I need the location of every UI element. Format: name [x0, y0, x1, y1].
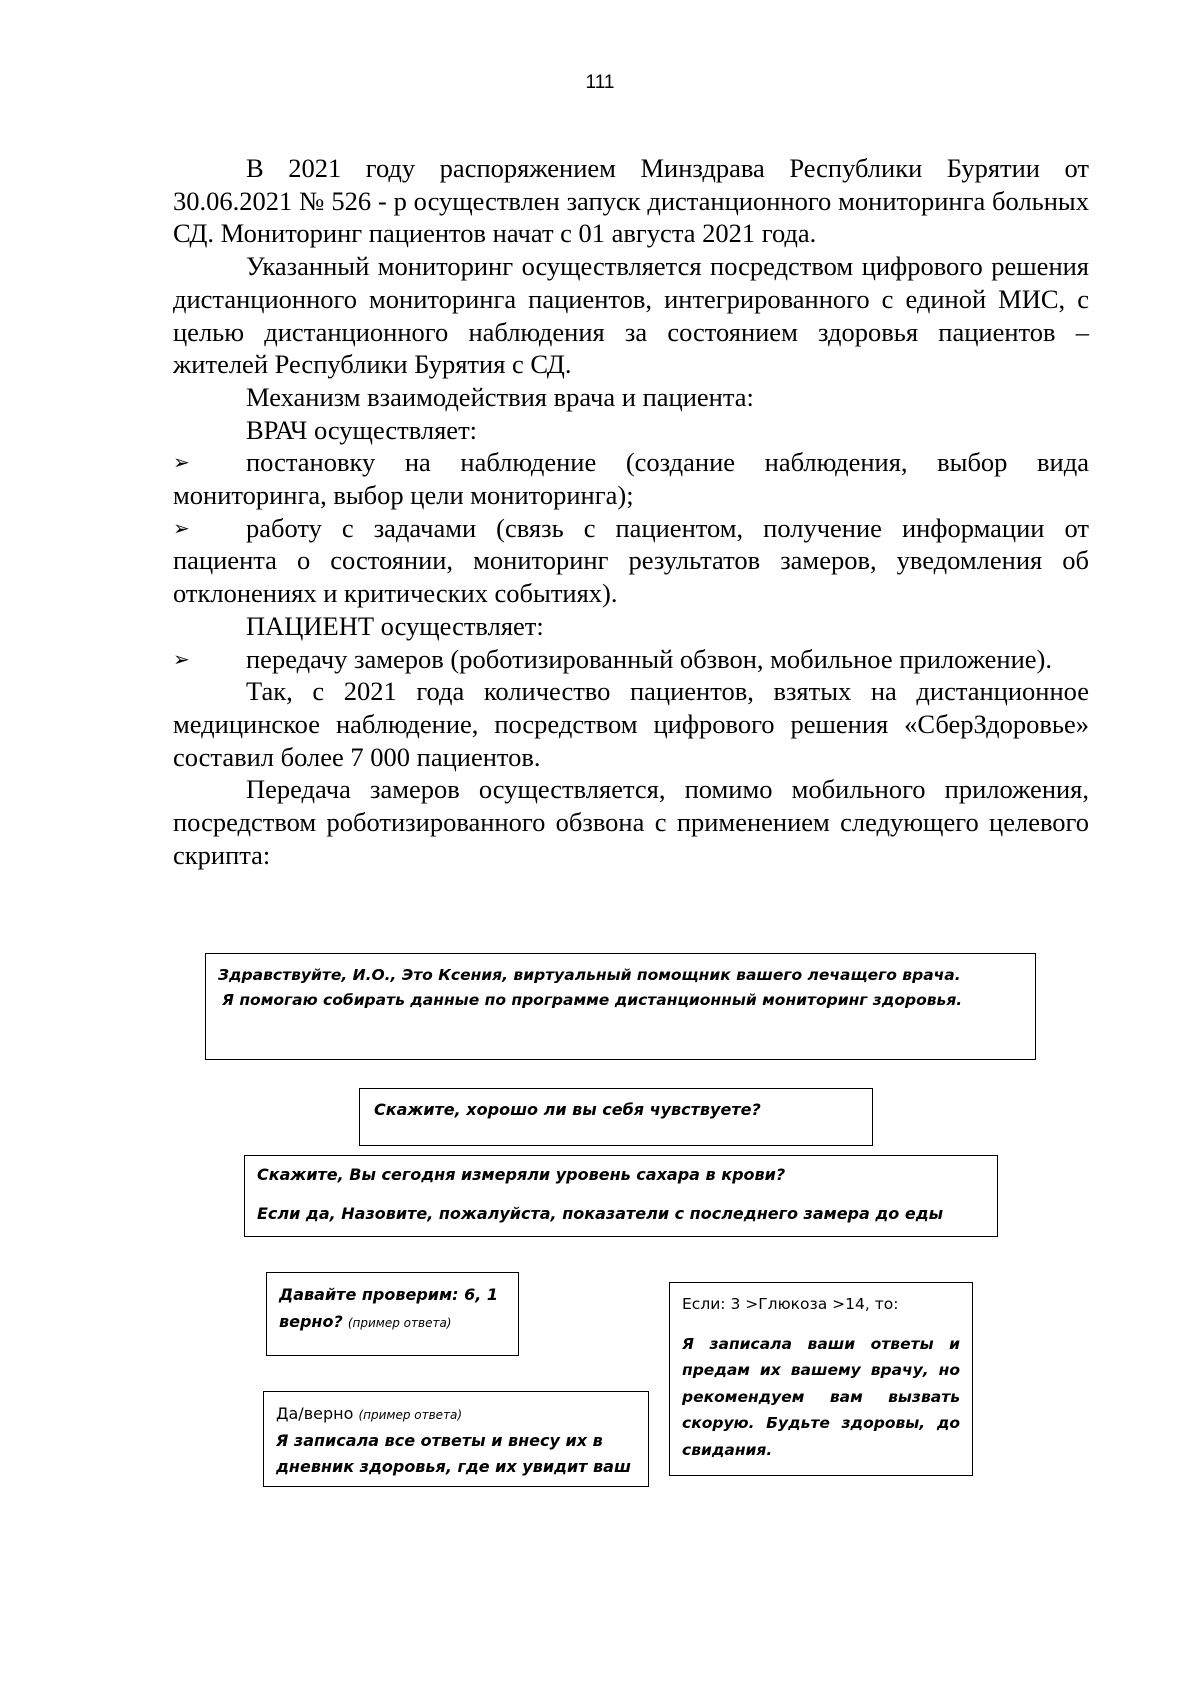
check-box	[266, 1272, 519, 1356]
feeling-question: Скажите, хорошо ли вы себя чувствуете?	[374, 1100, 761, 1119]
sugar-question: Скажите, Вы сегодня измеряли уровень сахара в крови?	[257, 1165, 786, 1184]
paragraph-monitoring: Указанный мониторинг осуществляется посредством цифрового решения дистанционного мониторинга пациентов, интегрированного с единой МИС, с целью дистанционного наблюдения за состоянием здоровья пациентов – жителей Республики Бурятия с СД.	[173, 251, 1089, 380]
bullet-item	[173, 512, 1089, 610]
body-text	[173, 152, 1089, 871]
bullet-text: передачу замеров (роботизированный обзвон, мобильное приложение).	[246, 643, 1052, 674]
check-question: верно?	[279, 1312, 343, 1331]
greeting-line: Я помогаю собирать данные по программе дистанционный мониторинг здоровья.	[222, 991, 963, 1009]
paragraph-patient-heading: ПАЦИЕНТ осуществляет:	[246, 610, 544, 641]
condition-response: Я записала ваши ответы и предам их вашему врачу, но рекомендуем вам вызвать скорую. Будьте здоровы, до свидания.	[682, 1334, 960, 1459]
answer-example-note: (пример ответа)	[347, 1316, 452, 1330]
greeting-box	[205, 953, 1036, 1060]
arrow-bullet-icon: ➢	[173, 515, 190, 540]
bullet-text: работу с задачами (связь с пациентом, получение информации от пациента о состоянии, мониторинг результатов замеров, уведомления об отклонениях и критических событиях).	[173, 512, 1089, 609]
paragraph-order: В 2021 году распоряжением Минздрава Республики Бурятии от 30.06.2021 № 526 - р осуществлен запуск дистанционного мониторинга больных СД. Мониторинг пациентов начат с 01 августа 2021 года.	[173, 153, 1089, 249]
check-values: Давайте проверим: 6, 1	[279, 1285, 498, 1304]
bullet-item	[173, 643, 1089, 676]
paragraph-mechanism: Механизм взаимодействия врача и пациента:	[246, 381, 754, 412]
confirm-box	[263, 1391, 649, 1487]
sugar-question-box	[244, 1155, 998, 1237]
bullet-item	[173, 446, 1089, 511]
answer-example-note: (пример ответа)	[358, 1408, 463, 1422]
confirm-response: Я записала все ответы и внесу их в	[276, 1431, 603, 1450]
paragraph-doctor-heading: ВРАЧ осуществляет:	[246, 414, 478, 445]
condition-box	[669, 1282, 973, 1476]
arrow-bullet-icon: ➢	[173, 646, 190, 671]
feeling-question-box	[359, 1088, 873, 1146]
sugar-question-followup: Если да, Назовите, пожалуйста, показатели с последнего замера до еды	[257, 1204, 944, 1223]
greeting-line: Здравствуйте, И.О., Это Ксения, виртуальный помощник вашего лечащего врача.	[218, 966, 961, 984]
arrow-bullet-icon: ➢	[173, 450, 190, 475]
confirm-answer: Да/верно	[276, 1404, 354, 1423]
condition-header: Если: 3 >Глюкоза >14, то:	[682, 1295, 899, 1313]
bullet-text: постановку на наблюдение (создание наблюдения, выбор вида мониторинга, выбор цели мониторинга);	[173, 447, 1089, 511]
page-number: 111	[585, 72, 615, 93]
paragraph-patients-count: Так, с 2021 года количество пациентов, взятых на дистанционное медицинское наблюдение, посредством цифрового решения «СберЗдоровье» составил более 7 000 пациентов.	[173, 676, 1089, 772]
confirm-response: дневник здоровья, где их увидит ваш	[276, 1457, 631, 1476]
paragraph-script-intro: Передача замеров осуществляется, помимо мобильного приложения, посредством роботизированного обзвона с применением следующего целевого скрипта:	[173, 774, 1089, 870]
